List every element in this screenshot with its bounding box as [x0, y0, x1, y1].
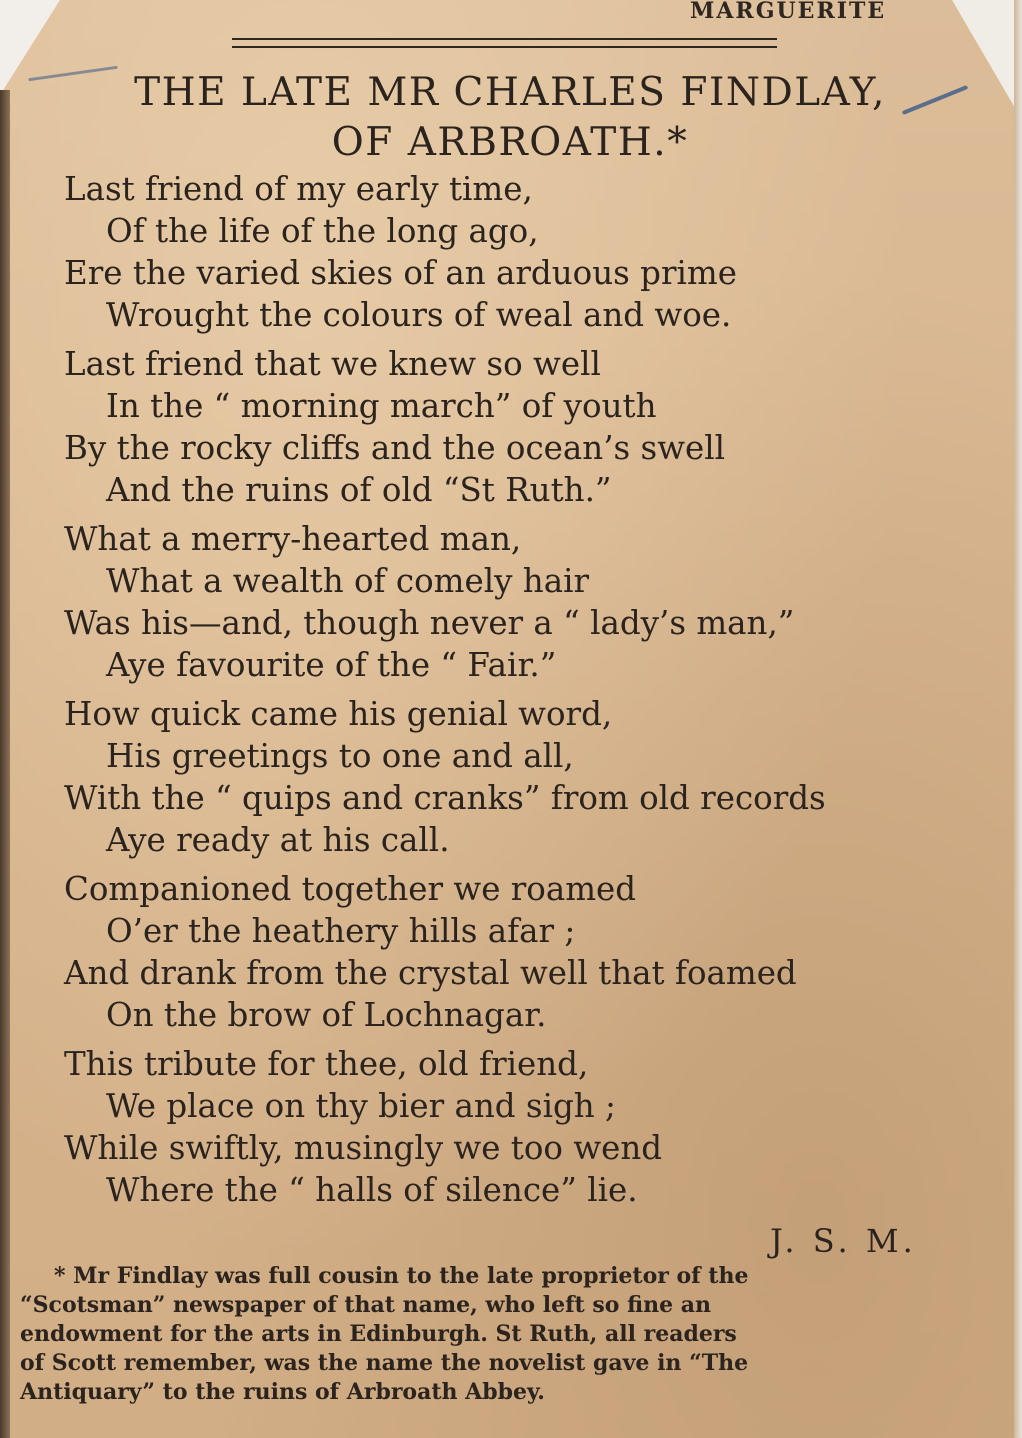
clipping-right-edge: [1014, 0, 1022, 1438]
poem-line: Last friend that we knew so well: [64, 345, 601, 383]
poem-body: [64, 168, 994, 1218]
footnote-line: * Mr Findlay was full cousin to the late proprietor of the: [54, 1263, 749, 1289]
poem-line: And the ruins of old “St Ruth.”: [106, 471, 612, 509]
footnote-line: Antiquary” to the ruins of Arbroath Abbey.: [20, 1379, 545, 1405]
poem-line: His greetings to one and all,: [106, 737, 574, 775]
poem-line: Ere the varied skies of an arduous prime: [64, 254, 737, 292]
poem-stanza-4: [64, 693, 994, 861]
poem-line: Aye ready at his call.: [106, 821, 450, 859]
title-line-2: OF ARBROATH.*: [331, 120, 689, 165]
double-rule-divider: [232, 38, 777, 48]
poem-line: In the “ morning march” of youth: [106, 387, 657, 425]
poem-line: And drank from the crystal well that foamed: [64, 954, 797, 992]
poem-line: Of the life of the long ago,: [106, 212, 539, 250]
author-initials: J. S. M.: [770, 1222, 917, 1260]
poem-stanza-2: [64, 343, 994, 511]
poem-line: How quick came his genial word,: [64, 695, 613, 733]
poem-line: This tribute for thee, old friend,: [64, 1045, 589, 1083]
poem-stanza-6: [64, 1043, 994, 1211]
poem-line: While swiftly, musingly we too wend: [64, 1129, 663, 1167]
article-title: [30, 68, 990, 168]
poem-line: On the brow of Lochnagar.: [106, 996, 547, 1034]
poem-line: Was his—and, though never a “ lady’s man,”: [64, 604, 795, 642]
clipping-left-edge: [0, 90, 10, 1438]
poem-stanza-3: [64, 518, 994, 686]
poem-line: Last friend of my early time,: [64, 170, 533, 208]
running-head: MARGUERITE: [690, 0, 887, 18]
poem-stanza-1: [64, 168, 994, 336]
poem-line: O’er the heathery hills afar ;: [106, 912, 576, 950]
footnote-line: endowment for the arts in Edinburgh. St Ruth, all readers: [20, 1321, 737, 1347]
poem-line: What a wealth of comely hair: [106, 562, 590, 600]
poem-line: By the rocky cliffs and the ocean’s swell: [64, 429, 726, 467]
footnote-line: “Scotsman” newspaper of that name, who left so fine an: [20, 1292, 711, 1318]
title-line-1: THE LATE MR CHARLES FINDLAY,: [134, 70, 886, 115]
poem-line: Wrought the colours of weal and woe.: [106, 296, 732, 334]
footnote: [20, 1262, 995, 1407]
poem-line: Companioned together we roamed: [64, 870, 637, 908]
poem-line: With the “ quips and cranks” from old records: [64, 779, 826, 817]
poem-line: We place on thy bier and sigh ;: [106, 1087, 617, 1125]
poem-line: Aye favourite of the “ Fair.”: [106, 646, 557, 684]
footnote-line: of Scott remember, was the name the novelist gave in “The: [20, 1350, 749, 1376]
poem-line: Where the “ halls of silence” lie.: [106, 1171, 638, 1209]
poem-stanza-5: [64, 868, 994, 1036]
poem-line: What a merry-hearted man,: [64, 520, 522, 558]
